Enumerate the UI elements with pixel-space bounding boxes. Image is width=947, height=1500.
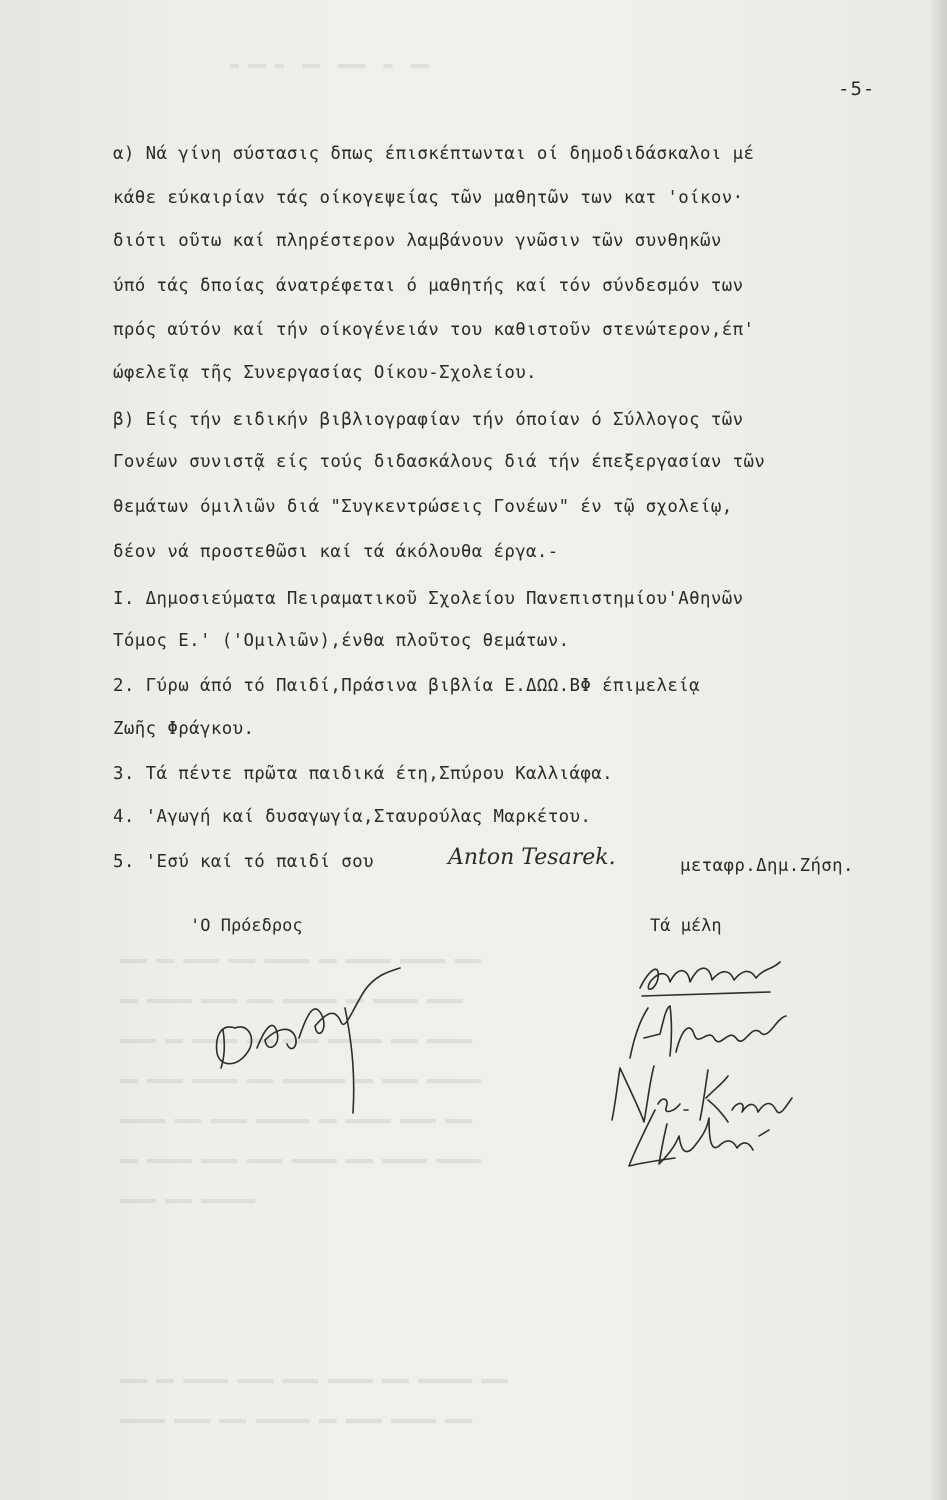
page-number: -5-: [838, 78, 876, 100]
bleed-through-text: ▬▬▬▬▬ ▬▬▬ ▬▬▬▬ ▬▬▬▬▬▬ ▬▬ ▬▬▬▬▬ ▬▬▬▬ ▬▬▬: [120, 1111, 473, 1129]
handwritten-author: Anton Tesarek.: [448, 845, 616, 870]
text-line: δέον νά προστεθῶσι καί τά άκόλουθα έργα.-: [113, 542, 559, 562]
bleed-through-text: ▬▬▬ ▬▬ ▬▬▬▬▬ ▬▬▬▬ ▬▬▬▬ ▬▬▬▬▬ ▬▬▬ ▬▬▬▬▬▬ ▬▬▬: [120, 1371, 509, 1389]
text-line: πρός αύτόν καί τήν οίκογένειάν του καθιστοῦν στενώτερον,έπ': [113, 320, 755, 340]
bleed-through-text: ▬▬▬▬ ▬▬ ▬▬▬▬▬ ▬▬▬ ▬▬▬▬ ▬▬▬▬▬▬ ▬▬▬ ▬▬▬▬▬: [120, 1031, 473, 1049]
bleed-through-text: ▬▬▬▬▬ ▬▬▬▬ ▬▬▬ ▬▬▬▬▬▬ ▬▬ ▬▬▬▬ ▬▬▬▬▬ ▬▬▬: [120, 1411, 473, 1429]
text-line: Ζωῆς Φράγκου.: [113, 719, 255, 739]
bleed-through-text: ▬▬ ▬▬▬▬ ▬▬▬▬▬ ▬▬▬ ▬▬▬▬▬▬▬ ▬▬ ▬▬▬▬ ▬▬▬▬▬▬: [120, 1071, 482, 1089]
text-line: 4. 'Αγωγή καί δυσαγωγία,Σταυρούλας Μαρκέτου.: [113, 807, 592, 827]
bleed-through-text: ▬ ▬▬ ▬ ▬▬ ▬▬▬ ▬ ▬▬: [230, 56, 429, 74]
member-signature-4: [615, 1100, 785, 1180]
text-line: Τόμος Ε.' ('Ομιλιῶν),ένθα πλοῦτος θεμάτων.: [113, 631, 570, 651]
text-line: ώφελεῖᾳ τῆς Συνεργασίας Οίκου-Σχολείου.: [113, 363, 537, 383]
page-edge-shadow: [929, 0, 947, 1500]
translator-note: μεταφρ.Δημ.Ζήση.: [680, 856, 854, 876]
text-line: Γονέων συνιστᾷ είς τούς διδασκάλους διά τήν έπεξεργασίαν τῶν: [113, 452, 766, 472]
text-line: α) Νά γίνη σύστασις δπως έπισκέπτωνται οί δημοδιδάσκαλοι μέ: [113, 144, 755, 164]
text-line: θεμάτων όμιλιῶν διά "Συγκεντρώσεις Γονέων" έν τῷ σχολείῳ,: [113, 497, 733, 517]
bleed-through-text: ▬▬▬▬ ▬▬▬ ▬▬▬▬▬▬: [120, 1191, 256, 1209]
bleed-through-text: ▬▬▬ ▬▬ ▬▬▬▬ ▬▬▬ ▬▬▬▬▬ ▬▬ ▬▬▬▬▬ ▬▬▬▬▬ ▬▬▬: [120, 951, 482, 969]
text-line: 3. Τά πέντε πρῶτα παιδικά έτη,Σπύρου Καλλιάφα.: [113, 764, 614, 784]
president-signature: [195, 928, 435, 1128]
text-line: Ι. Δημοσιεύματα Πειραματικοῦ Σχολείου Πανεπιστημίου'Αθηνῶν: [113, 589, 744, 609]
text-line: ύπό τάς δποίας άνατρέφεται ό μαθητής καί τόν σύνδεσμόν των: [113, 276, 744, 296]
text-line: 2. Γύρω άπό τό Παιδί,Πράσινα βιβλία Ε.ΔΩΩ.ΒΦ έπιμελείᾳ: [113, 676, 700, 696]
bleed-through-text: ▬▬ ▬▬▬▬▬ ▬▬▬▬ ▬▬▬ ▬▬▬▬▬▬ ▬▬ ▬▬▬▬▬ ▬▬▬▬: [120, 991, 464, 1009]
member-signature-2: [620, 998, 800, 1068]
text-line: 5. 'Εσύ καί τό παιδί σου: [113, 852, 374, 872]
text-line: κάθε εύκαιρίαν τάς οίκογεψείας τῶν μαθητῶν των κατ 'οίκον·: [113, 188, 744, 208]
text-line: β) Είς τήν ειδικήν βιβλιογραφίαν τήν όποίαν ό Σύλλογος τῶν: [113, 410, 744, 430]
members-label: Τά μέλη: [650, 916, 722, 936]
bleed-through-text: ▬▬ ▬▬▬▬▬ ▬▬▬▬ ▬▬▬▬ ▬▬▬▬▬ ▬▬▬ ▬▬▬▬▬ ▬▬▬▬▬: [120, 1151, 482, 1169]
text-line: διότι οῦτω καί πληρέστερον λαμβάνουν γνῶσιν τῶν συνθηκῶν: [113, 231, 722, 251]
president-label: 'Ο Πρόεδρος: [190, 916, 303, 936]
